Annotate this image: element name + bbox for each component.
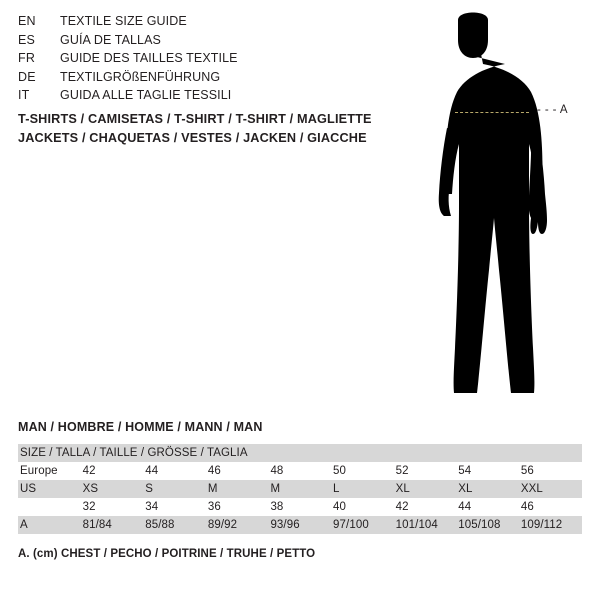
language-row [18,88,378,107]
cell: 40 [331,498,394,516]
cell: 105/108 [456,516,519,534]
cell: 36 [206,498,269,516]
category-tshirts: T-SHIRTS / CAMISETAS / T-SHIRT / T-SHIRT / MAGLIETTE [18,112,372,126]
language-text: GUIDE DES TAILLES TEXTILE [60,51,238,66]
cell: 54 [456,462,519,480]
language-text: GUIDA ALLE TAGLIE TESSILI [60,88,232,103]
table-footnote: A. (cm) CHEST / PECHO / POITRINE / TRUHE / PETTO [18,548,316,560]
cell: 38 [268,498,331,516]
language-text: GUÍA DE TALLAS [60,32,161,47]
male-silhouette-figure [395,8,590,408]
chest-measure-line [455,112,529,115]
cell: 44 [456,498,519,516]
cell: XL [394,480,457,498]
cell: 42 [81,462,144,480]
cell: 46 [519,498,582,516]
cell: 101/104 [394,516,457,534]
cell: L [331,480,394,498]
cell: 93/96 [268,516,331,534]
cell: S [143,480,206,498]
table-header-label: SIZE / TALLA / TAILLE / GRÖSSE / TAGLIA [18,444,582,462]
row-label [18,498,81,516]
chest-callout-label [537,104,568,116]
cell: XL [456,480,519,498]
table-section-title: MAN / HOMBRE / HOMME / MANN / MAN [18,420,263,434]
cell: 32 [81,498,144,516]
cell: 46 [206,462,269,480]
category-jackets: JACKETS / CHAQUETAS / VESTES / JACKEN / GIACCHE [18,131,367,145]
cell: 34 [143,498,206,516]
language-row [18,51,378,70]
cell: M [268,480,331,498]
language-text: TEXTILGRÖßENFÜHRUNG [60,69,221,84]
cell: XXL [519,480,582,498]
table-row [18,480,582,498]
cell: 81/84 [81,516,144,534]
row-label: US [18,480,81,498]
language-text: TEXTILE SIZE GUIDE [60,14,187,28]
cell: 52 [394,462,457,480]
cell: 56 [519,462,582,480]
cell: 109/112 [519,516,582,534]
language-code: DE [18,69,36,84]
callout-dashes: - - - [537,104,557,116]
cell: 97/100 [331,516,394,534]
language-list [18,14,378,107]
size-table [18,444,582,534]
cell: 48 [268,462,331,480]
row-label: A [18,516,81,534]
cell: 44 [143,462,206,480]
callout-letter: A [559,104,568,116]
row-label: Europe [18,462,81,480]
cell: M [206,480,269,498]
language-code: EN [18,14,36,28]
cell: XS [81,480,144,498]
language-code: IT [18,88,30,103]
cell: 85/88 [143,516,206,534]
table-header-row [18,444,582,462]
table-row [18,462,582,480]
language-code: FR [18,51,36,66]
cell: 42 [394,498,457,516]
language-row [18,14,378,33]
category-headings [18,110,418,148]
language-row [18,33,378,52]
language-code: ES [18,32,36,47]
table-row [18,516,582,534]
cell: 50 [331,462,394,480]
language-row [18,70,378,89]
table-row [18,498,582,516]
cell: 89/92 [206,516,269,534]
